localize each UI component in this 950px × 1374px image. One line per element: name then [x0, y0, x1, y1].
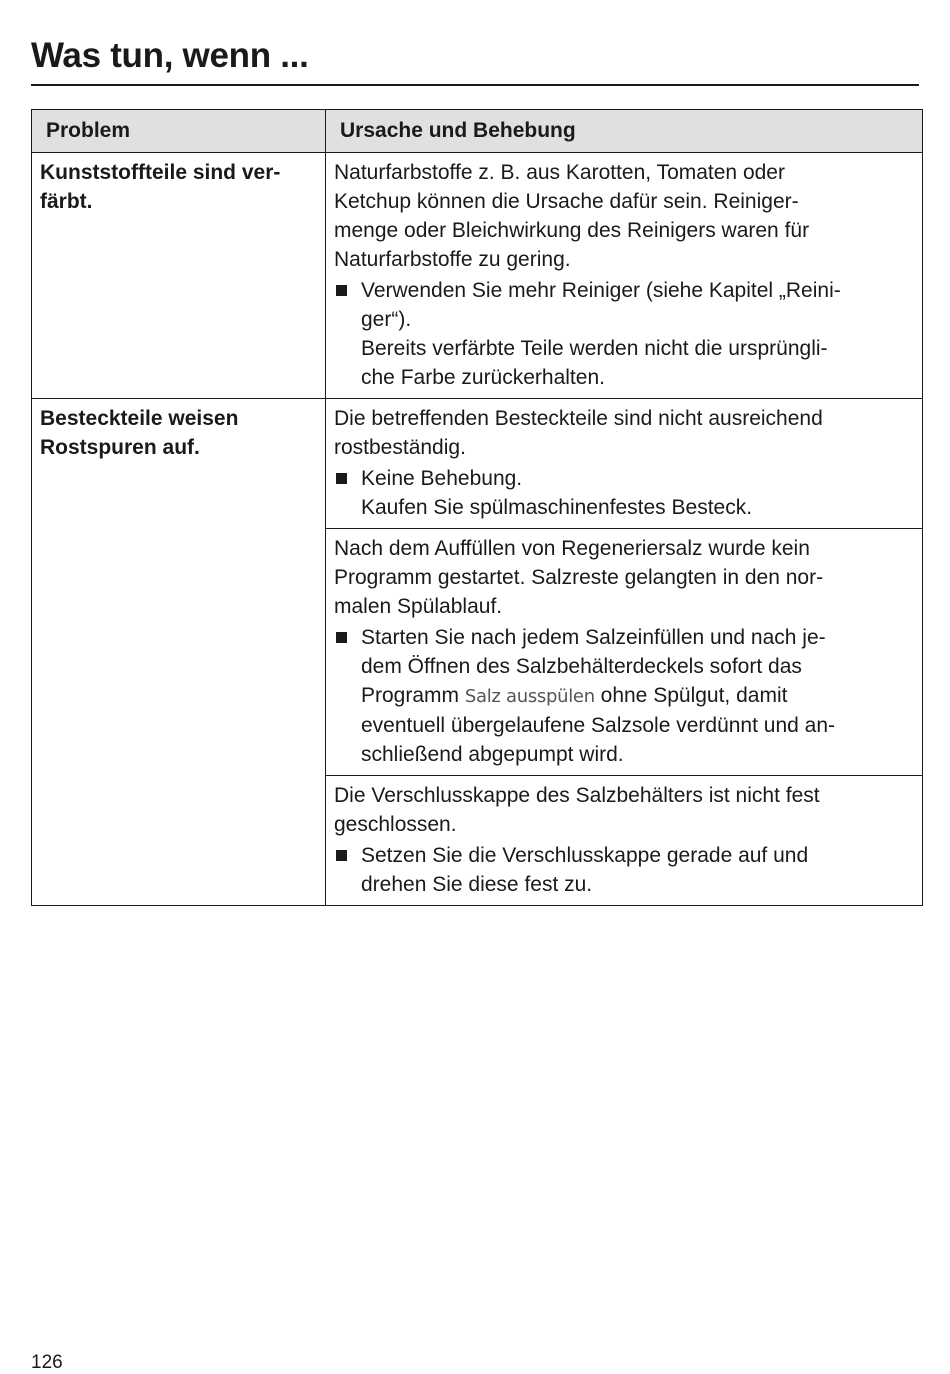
troubleshooting-table — [31, 109, 923, 906]
remedy-text-line: Kaufen Sie spülmaschinenfestes Besteck. — [361, 496, 753, 519]
remedy-text-line: Bereits verfärbte Teile werden nicht die ursprüngli- — [361, 337, 828, 360]
remedy-bullet — [334, 276, 914, 392]
column-header-cause: Ursache und Behebung — [326, 110, 923, 153]
cause-text-line: Die Verschlusskappe des Salzbehälters ist nicht fest — [334, 784, 820, 807]
table-header-row — [32, 110, 923, 153]
problem-text-line: Kunststoffteile sind ver- — [40, 161, 281, 184]
column-header-problem: Problem — [32, 110, 326, 153]
cause-text-line: menge oder Bleichwirkung des Reinigers waren für — [334, 219, 810, 242]
problem-cell — [32, 153, 326, 399]
remedy-text-segment: ohne Spülgut, damit — [594, 684, 788, 707]
remedy-text-line: drehen Sie diese fest zu. — [361, 873, 593, 896]
problem-cell — [32, 399, 326, 906]
remedy-text-line: Verwenden Sie mehr Reiniger (siehe Kapitel „Reini- — [361, 279, 841, 302]
cause-text-line: rostbeständig. — [334, 436, 466, 459]
remedy-text-line: eventuell übergelaufene Salzsole verdünnt und an- — [361, 714, 836, 737]
problem-text-line: Rostspuren auf. — [40, 436, 200, 459]
remedy-text-line: dem Öffnen des Salzbehälterdeckels sofort das — [361, 655, 802, 678]
cause-text-line: geschlossen. — [334, 813, 457, 836]
remedy-text-line: ger“). — [361, 308, 412, 331]
cause-text-line: Naturfarbstoffe zu gering. — [334, 248, 571, 271]
cause-cell — [326, 153, 923, 399]
problem-text-line: färbt. — [40, 190, 93, 213]
problem-text-line: Besteckteile weisen — [40, 407, 239, 430]
remedy-text-line: Setzen Sie die Verschlusskappe gerade auf und — [361, 844, 809, 867]
remedy-text-line: Keine Behebung. — [361, 467, 523, 490]
square-bullet-icon — [336, 285, 347, 296]
remedy-bullet — [334, 841, 914, 899]
remedy-text-line: Starten Sie nach jedem Salzeinfüllen und nach je- — [361, 626, 826, 649]
cause-text-line: Naturfarbstoffe z. B. aus Karotten, Tomaten oder — [334, 161, 785, 184]
cause-cell — [326, 776, 923, 906]
remedy-bullet — [334, 464, 914, 522]
program-name: Salz ausspülen — [464, 686, 595, 707]
remedy-bullet — [334, 623, 914, 769]
cause-text-line: Ketchup können die Ursache dafür sein. Reiniger- — [334, 190, 799, 213]
page-number: 126 — [31, 1352, 63, 1373]
cause-cell — [326, 529, 923, 776]
square-bullet-icon — [336, 473, 347, 484]
cause-text-line: Programm gestartet. Salzreste gelangten in den nor- — [334, 566, 824, 589]
page-title: Was tun, wenn ... — [31, 36, 309, 75]
cause-text-line: malen Spülablauf. — [334, 595, 503, 618]
square-bullet-icon — [336, 850, 347, 861]
cause-text-line: Nach dem Auffüllen von Regeneriersalz wurde kein — [334, 537, 810, 560]
title-divider — [31, 84, 919, 86]
remedy-text-line: schließend abgepumpt wird. — [361, 743, 624, 766]
cause-cell — [326, 399, 923, 529]
remedy-text-line — [361, 681, 914, 711]
remedy-text-segment: Programm — [361, 684, 465, 707]
cause-text-line: Die betreffenden Besteckteile sind nicht ausreichend — [334, 407, 823, 430]
remedy-text-line: che Farbe zurückerhalten. — [361, 366, 605, 389]
table-row — [32, 153, 923, 399]
square-bullet-icon — [336, 632, 347, 643]
table-row — [32, 399, 923, 529]
